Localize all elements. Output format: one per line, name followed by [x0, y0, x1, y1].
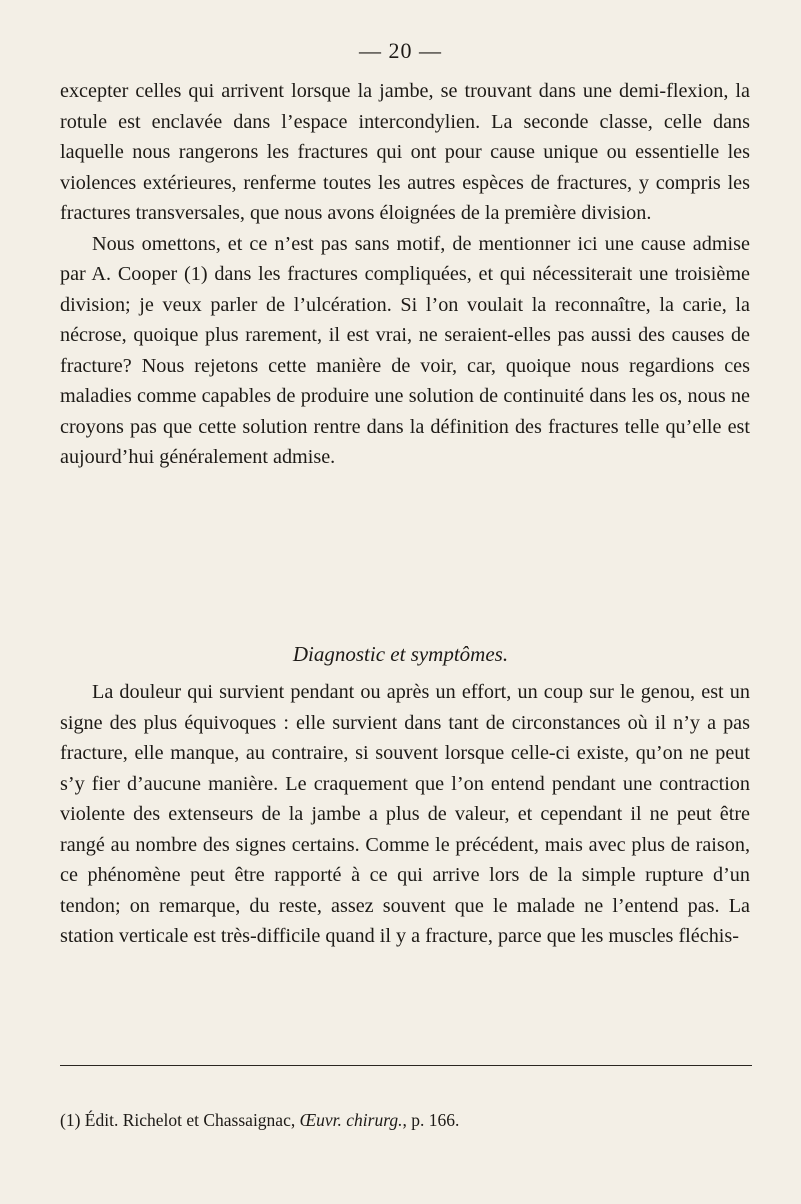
- section-heading: Diagnostic et symptômes.: [292, 642, 509, 666]
- text-block-top: [60, 76, 750, 473]
- footnote-divider: [60, 1065, 752, 1066]
- footnote-work-title: Œuvr. chirurg.: [299, 1110, 403, 1130]
- footnote-suffix: , p. 166.: [402, 1110, 460, 1130]
- footnote: [60, 1110, 750, 1131]
- paragraph: Nous omettons, et ce n’est pas sans motif, de mentionner ici une cause admise par A. Cooper (1) dans les fractures compliquées, et qui nécessiterait une troisième division; je veux parler de l’ulcération. Si l’on voulait la reconnaître, la carie, la nécrose, quoique plus rarement, il est vrai, ne seraient-elles pas aussi des causes de fracture? Nous rejetons cette manière de voir, car, quoique nous regardions ces maladies comme capables de produire une solution de continuité dans les os, nous ne croyons pas que cette solution rentre dans la définition des fractures telle qu’elle est aujourd’hui généralement admise.: [60, 232, 750, 468]
- paragraph: excepter celles qui arrivent lorsque la jambe, se trouvant dans une demi-flexion, la rotule est enclavée dans l’espace intercondylien. La seconde classe, celle dans laquelle nous rangerons les fractures qui ont pour cause unique ou essentielle les violences extérieures, renferme toutes les autres espèces de fractures, y compris les fractures transversales, que nous avons éloignées de la première division.: [60, 80, 750, 224]
- footnote-prefix: (1) Édit. Richelot et Chassaignac,: [60, 1110, 300, 1130]
- page-number: — 20 —: [359, 38, 442, 63]
- paragraph: La douleur qui survient pendant ou après un effort, un coup sur le genou, est un signe des plus équivoques : elle survient dans tant de circonstances où il n’y a pas fracture, elle manque, au contraire, si souvent lorsque celle-ci existe, qu’on ne peut s’y fier d’aucune manière. Le craquement que l’on entend pendant une contraction violente des extenseurs de la jambe a plus de valeur, et cependant il ne peut être rangé au nombre des signes certains. Comme le précédent, mais avec plus de raison, ce phénomène peut être rapporté à ce qui arrive lors de la simple rupture d’un tendon; on remarque, du reste, assez souvent que le malade ne l’entend pas. La station verticale est très-difficile quand il y a fracture, parce que les muscles fléchis-: [60, 681, 750, 947]
- text-block-bottom: [60, 677, 750, 952]
